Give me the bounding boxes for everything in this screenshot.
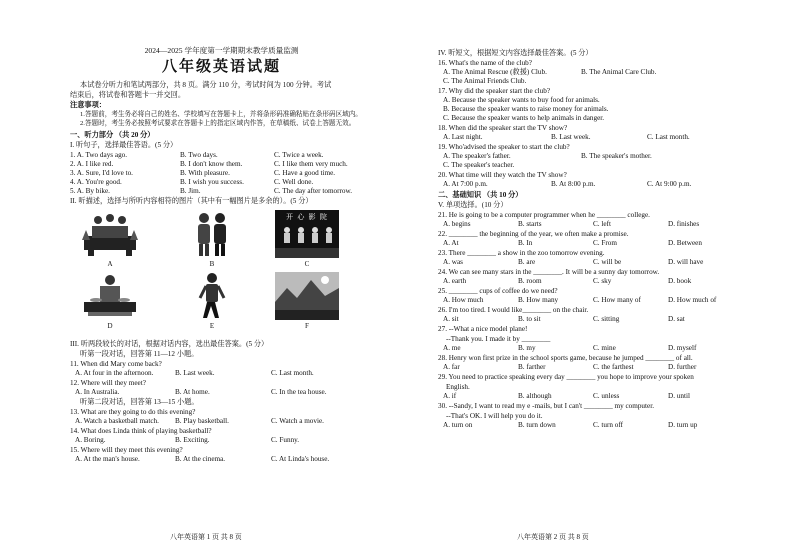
option-c: C. Last month.	[271, 368, 314, 377]
question-16: 16. What's the name of the club?	[438, 59, 532, 67]
option-a: A. earth	[443, 277, 467, 285]
option-d: D. How much of	[668, 296, 717, 304]
option-b: B. Exciting.	[175, 435, 210, 444]
question-29: 29. You need to practice speaking every day ________ you hope to improve your spoken	[438, 373, 694, 381]
intro-line-2: 结束后，将试卷和答题卡一并交回。	[70, 91, 186, 100]
option-b: B. Two days.	[180, 150, 218, 159]
option-a: A. Boring.	[75, 435, 106, 444]
options-11	[70, 369, 373, 378]
option-d: D. will have	[668, 258, 704, 266]
option-a: A. At the man's house.	[75, 454, 140, 463]
options-16-c	[438, 77, 774, 86]
option-b: B. Jim.	[180, 186, 201, 195]
option-c: C. From	[593, 239, 617, 247]
notes-heading: 注意事项：	[70, 101, 106, 110]
options-20	[438, 180, 774, 189]
option-d: D. turn up	[668, 421, 698, 429]
part1-heading: 一、听力部分 （共 20 分）	[70, 130, 155, 139]
option-b: B. With pleasure.	[180, 168, 230, 177]
question-row	[70, 178, 373, 187]
option-a: A. In Australia.	[75, 387, 120, 396]
option-a: A. if	[443, 392, 457, 400]
options-13	[70, 417, 373, 426]
option-c: C. At 9:00 p.m.	[647, 180, 692, 188]
option-b: B. The Animal Care Club.	[581, 68, 657, 76]
picture-label-a: A	[107, 259, 113, 268]
options-24	[438, 277, 774, 286]
option-c: C. Well done.	[274, 177, 314, 186]
option-a: 1. A. Two days ago.	[70, 150, 128, 159]
options-28	[438, 363, 774, 372]
option-d: D. further	[668, 363, 697, 371]
option-c: C. sitting	[593, 315, 620, 323]
option-b: B. I wish you success.	[180, 177, 244, 186]
options-15	[70, 455, 373, 464]
option-c: C. Funny.	[271, 435, 300, 444]
people-icon	[275, 222, 339, 258]
question-row	[70, 169, 373, 178]
question-18: 18. When did the speaker start the TV show?	[438, 124, 568, 132]
option-b: B. Because the speaker wants to raise money for animals.	[443, 105, 609, 113]
option-b: B. Play basketball.	[175, 416, 229, 425]
options-16	[438, 68, 774, 77]
question-24: 24. We can see many stars in the ________. It will be a sunny day tomorrow.	[438, 268, 660, 276]
question-row	[70, 160, 373, 169]
question-27: 27. --What a nice model plane!	[438, 325, 528, 333]
option-b: B. to sit	[518, 315, 541, 323]
picture-e-walking	[180, 272, 244, 320]
options-27	[438, 344, 774, 353]
question-30: 30. --Sandy, I want to read my e -mails, but I can't ________ my computer.	[438, 402, 655, 410]
page-footer-right: 八年英语第 2 页 共 8 页	[517, 533, 589, 542]
question-row	[70, 187, 373, 196]
picture-d-cooking	[78, 272, 142, 320]
options-18	[438, 133, 774, 142]
option-c: C. The day after tomorrow.	[274, 186, 353, 195]
question-28: 28. Henry won first prize in the school sports game, because he jumped ________ of all.	[438, 354, 693, 362]
right-page	[397, 0, 794, 560]
option-b: B. At home.	[175, 387, 210, 396]
dialog1-note: 听第一段对话，回答第 11—12 小题。	[80, 349, 199, 358]
picture-label-b: B	[209, 259, 215, 268]
option-a: 5. A. By bike.	[70, 186, 110, 195]
options-30	[438, 421, 774, 430]
options-22	[438, 239, 774, 248]
option-b: B. although	[518, 392, 552, 400]
section5-questions	[438, 211, 774, 430]
option-c: C. unless	[593, 392, 620, 400]
option-c: C. Last month.	[647, 133, 690, 141]
option-a: 2. A. I like red.	[70, 159, 114, 168]
option-a: A. sit	[443, 315, 459, 323]
option-a: A. turn on	[443, 421, 473, 429]
section1-questions	[70, 151, 373, 196]
option-b: B. Last week.	[551, 133, 591, 141]
option-c: C. turn off	[593, 421, 624, 429]
option-b: B. room	[518, 277, 542, 285]
options-19	[438, 152, 774, 161]
question-26: 26. I'm too tired. I would like________ on the chair.	[438, 306, 589, 314]
options-23	[438, 258, 774, 267]
option-c: C. Have a good time.	[274, 168, 336, 177]
option-a: A. Because the speaker wants to buy food for animals.	[443, 96, 600, 104]
picture-f-landscape	[275, 272, 339, 320]
option-c: C. In the tea house.	[271, 387, 327, 396]
options-12	[70, 388, 373, 397]
question-11: 11. When did Mary come back?	[70, 359, 162, 368]
option-a: A. The speaker's father.	[443, 152, 511, 160]
question-20: 20. What time will they watch the TV show?	[438, 171, 567, 179]
picture-a-birthday-party	[78, 210, 142, 258]
picture-label-d: D	[107, 321, 113, 330]
option-c: C. How many of	[593, 296, 641, 304]
option-b: B. farther	[518, 363, 546, 371]
option-d: D. sat	[668, 315, 685, 323]
picture-grid	[70, 208, 373, 336]
options-26	[438, 315, 774, 324]
question-row	[70, 151, 373, 160]
option-d: D. until	[668, 392, 690, 400]
cinema-sign-text: 开 心 影 院	[286, 212, 328, 221]
picture-b-elderly-couple	[180, 210, 244, 258]
section5-heading: V. 单项选择。(10 分）	[438, 201, 508, 209]
note-2: 2.答题时，考生务必按照考试要求在答题卡上的指定区域内作答，在草稿纸、试卷上答题无效。	[80, 120, 356, 128]
option-c: C. will be	[593, 258, 622, 266]
option-b: B. Last week.	[175, 368, 215, 377]
options-25	[438, 296, 774, 305]
question-15: 15. Where will they meet this evening?	[70, 445, 183, 454]
exam-header: 2024—2025 学年度第一学期期末教学质量监测	[144, 46, 299, 55]
option-c: C. The Animal Friends Club.	[443, 77, 527, 85]
option-a: A. At 7:00 p.m.	[443, 180, 488, 188]
part2-heading: 二、基础知识 （共 10 分）	[438, 191, 523, 199]
option-c: C. Twice a week.	[274, 150, 324, 159]
question-23: 23. There ________ a show in the zoo tomorrow evening.	[438, 249, 605, 257]
option-b: B. turn down	[518, 421, 556, 429]
option-d: D. myself	[668, 344, 697, 352]
option-c: C. At Linda's house.	[271, 454, 330, 463]
option-a: A. me	[443, 344, 461, 352]
option-b: B. How many	[518, 296, 559, 304]
option-d: D. finishes	[668, 220, 700, 228]
question-27-continued: --Thank you. I made it by ________	[446, 335, 551, 343]
option-d: D. Between	[668, 239, 702, 247]
section3-heading: III. 听两段较长的对话，根据对话内容，选出最佳答案。(5 分）	[70, 339, 269, 348]
option-b: B. In	[518, 239, 533, 247]
question-22: 22. ________ the beginning of the year, we often make a promise.	[438, 230, 629, 238]
option-a: A. begins	[443, 220, 471, 228]
question-12: 12. Where will they meet?	[70, 378, 146, 387]
options-21	[438, 220, 774, 229]
picture-label-e: E	[209, 321, 215, 330]
option-a: 3. A. Sure, I'd love to.	[70, 168, 133, 177]
option-d: D. book	[668, 277, 692, 285]
question-21: 21. He is going to be a computer programmer when he ________ college.	[438, 211, 650, 219]
option-c: C. the farthest	[593, 363, 634, 371]
option-b: B. The speaker's mother.	[581, 152, 652, 160]
options-14	[70, 436, 373, 445]
picture-c-cinema	[275, 210, 339, 258]
option-a: A. The Animal Rescue (救援) Club.	[443, 68, 547, 76]
page-footer-left: 八年英语第 1 页 共 8 页	[170, 533, 242, 542]
option-b: B. my	[518, 344, 536, 352]
question-13: 13. What are they going to do this evening?	[70, 407, 196, 416]
note-1: 1.答题前，考生务必将自己的姓名、学校填写在答题卡上，并将条形码准确粘贴在条形码区域内。	[80, 111, 362, 119]
question-14: 14. What does Linda think of playing basketball?	[70, 426, 212, 435]
option-a: A. Last night.	[443, 133, 483, 141]
options-19-c	[438, 161, 774, 170]
exam-title: 八年级英语试题	[161, 59, 281, 76]
option-c: C. sky	[593, 277, 612, 285]
question-19: 19. Who'advised the speaker to start the club?	[438, 143, 570, 151]
question-30-continued: --That's OK. I will help you do it.	[446, 412, 543, 420]
option-c: C. I like them very much.	[274, 159, 348, 168]
option-b: B. At the cinema.	[175, 454, 226, 463]
option-a: A. was	[443, 258, 463, 266]
option-c: C. Because the speaker wants to help animals in danger.	[443, 114, 605, 122]
option-b: B. are	[518, 258, 536, 266]
option-b: B. starts	[518, 220, 542, 228]
option-a: A. At four in the afternoon.	[75, 368, 154, 377]
dialog2-note: 听第二段对话，回答第 13—15 小题。	[80, 397, 199, 406]
section1-heading: I. 听句子，选择最佳答语。(5 分）	[70, 140, 178, 149]
option-c: C. mine	[593, 344, 616, 352]
picture-label-f: F	[305, 321, 309, 330]
question-29-continued: English.	[446, 383, 470, 391]
option-a: A. far	[443, 363, 460, 371]
option-b: B. At 8:00 p.m.	[551, 180, 596, 188]
picture-label-c: C	[304, 259, 310, 268]
intro-line-1: 本试卷分听力和笔试两部分，共 8 页。满分 110 分，考试时间为 100 分钟。考试	[80, 81, 332, 90]
option-a: 4. A. You're good.	[70, 177, 122, 186]
option-a: A. How much	[443, 296, 484, 304]
option-c: C. The speaker's teacher.	[443, 161, 515, 169]
question-17: 17. Why did the speaker start the club?	[438, 87, 551, 95]
section4-heading: IV. 听短文，根据短文内容选择最佳答案。(5 分）	[438, 49, 593, 57]
options-29	[438, 392, 774, 401]
option-a: A. At	[443, 239, 459, 247]
question-25: 25. ________ cups of coffee do we need?	[438, 287, 558, 295]
option-c: C. left	[593, 220, 611, 228]
option-c: C. Watch a movie.	[271, 416, 324, 425]
section2-heading: II. 听描述，选择与所听内容相符的图片（其中有一幅图片是多余的）。(5 分）	[70, 196, 313, 205]
option-b: B. I don't know them.	[180, 159, 243, 168]
option-a: A. Watch a basketball match.	[75, 416, 159, 425]
